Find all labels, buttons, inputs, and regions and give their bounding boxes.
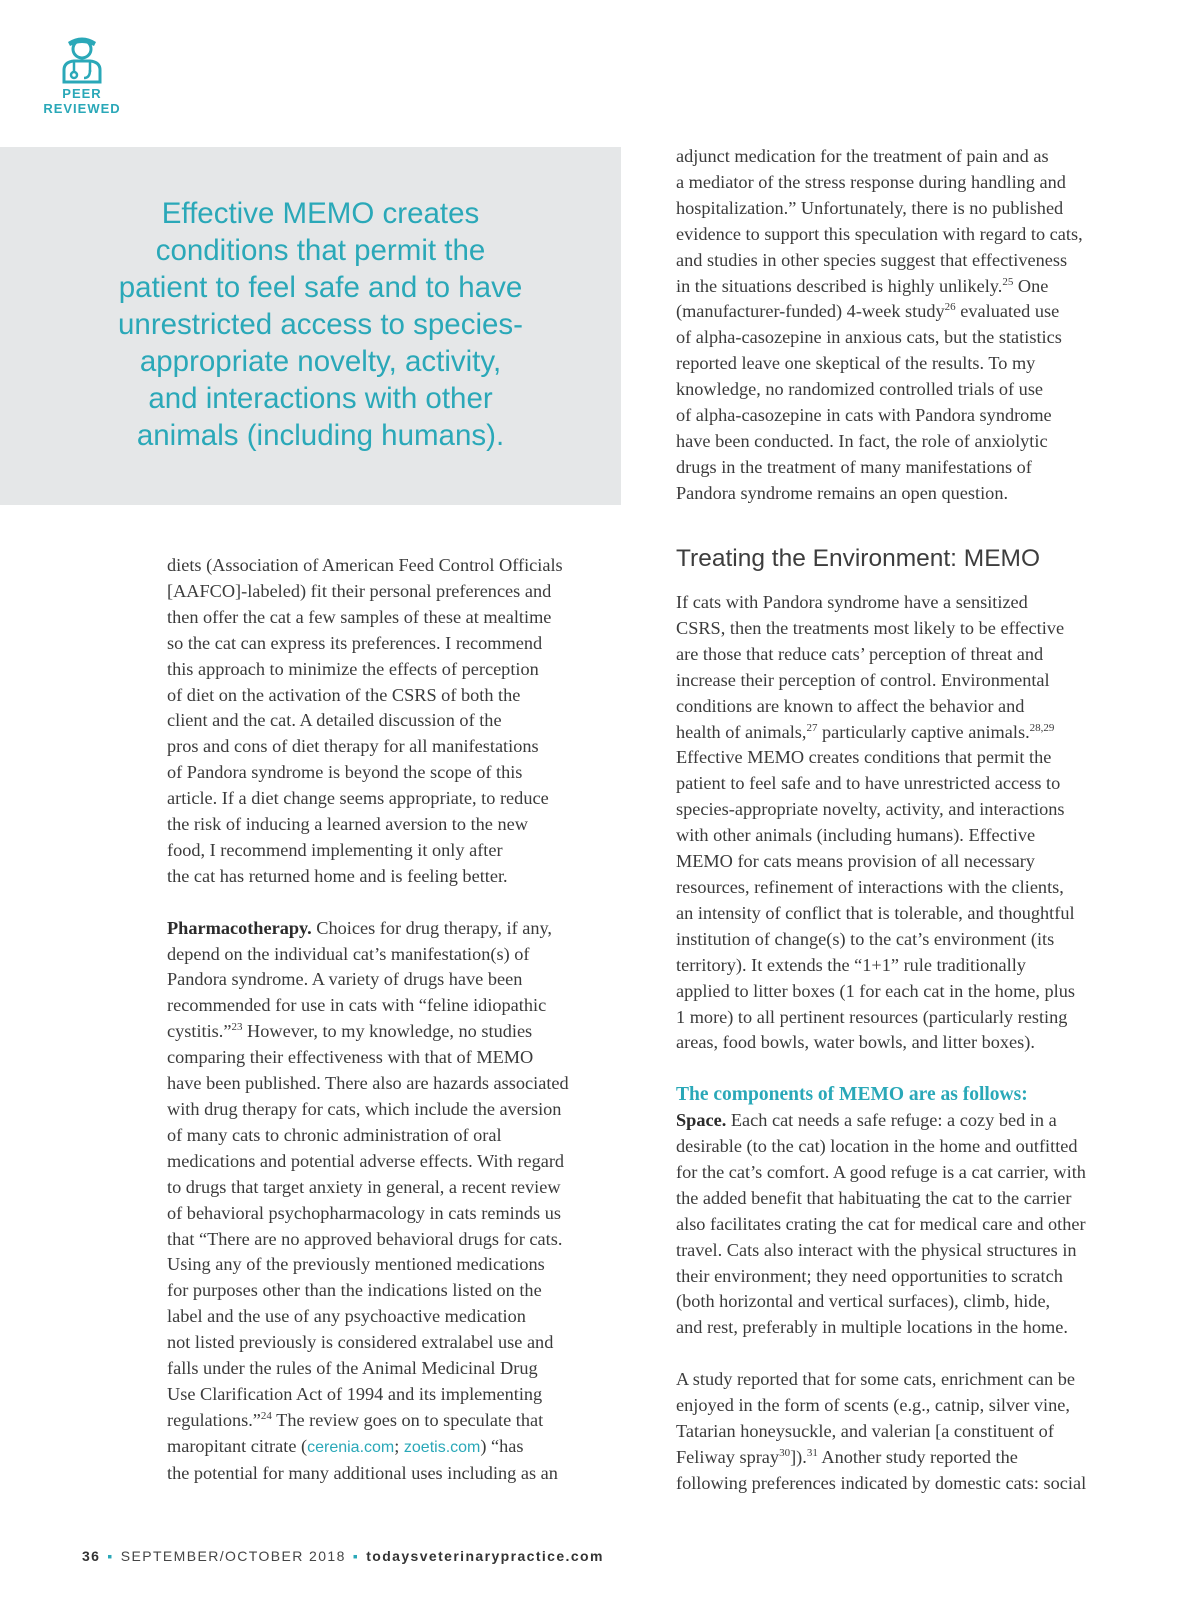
reference-26: 26 xyxy=(944,301,956,314)
text-line: this approach to minimize the effects of perception xyxy=(167,658,539,679)
pharmacotherapy-heading: Pharmacotherapy. xyxy=(167,917,312,938)
text-line: food, I recommend implementing it only after xyxy=(167,839,503,860)
pull-quote-line: animals (including humans). xyxy=(136,419,505,452)
text-line: with drug therapy for cats, which include the aversion xyxy=(167,1099,562,1120)
text-line: an intensity of conflict that is tolerable, and thoughtful xyxy=(676,902,1075,923)
text-line: desirable (to the cat) location in the home and outfitted xyxy=(676,1136,1078,1157)
pull-quote xyxy=(0,147,621,505)
right-column xyxy=(676,590,1146,1497)
text-line: cystitis.”$^{23}$ However, to my knowledge, no studies xyxy=(167,1021,533,1042)
text-line: recommended for use in cats with “feline idiopathic xyxy=(167,995,547,1016)
text-line: article. If a diet change seems appropriate, to reduce xyxy=(167,788,549,809)
text-line: for purposes other than the indications listed on the xyxy=(167,1280,542,1301)
text-line: Feliway spray$^{30}$]).$^{31}$ Another study reported the xyxy=(676,1446,1018,1467)
text-line: following preferences indicated by domestic cats: social xyxy=(676,1472,1087,1493)
peer-reviewed-badge xyxy=(40,36,124,116)
text-line: the risk of inducing a learned aversion to the new xyxy=(167,814,528,835)
right-column-top xyxy=(676,144,1146,507)
text-line: CSRS, then the treatments most likely to be effective xyxy=(676,617,1065,638)
text-line: medications and potential adverse effects. With regard xyxy=(167,1150,565,1171)
text-line: [AAFCO]-labeled) fit their personal preferences and xyxy=(167,580,552,601)
text-line: evidence to support this speculation with regard to cats, xyxy=(676,223,1083,244)
text-line: territory). It extends the “1+1” rule traditionally xyxy=(676,954,1026,975)
text-line: (both horizontal and vertical surfaces), climb, hide, xyxy=(676,1291,1051,1312)
text-line: of many cats to chronic administration of oral xyxy=(167,1124,502,1145)
text-line: and studies in other species suggest that effectiveness xyxy=(676,249,1068,270)
text-line: then offer the cat a few samples of these at mealtime xyxy=(167,606,552,627)
text-line: Pandora syndrome remains an open question. xyxy=(676,482,1009,503)
doctor-icon xyxy=(60,36,104,84)
text-line: hospitalization.” Unfortunately, there is no published xyxy=(676,197,1064,218)
text-line: depend on the individual cat’s manifestation(s) of xyxy=(167,943,530,964)
text-line: travel. Cats also interact with the physical structures in xyxy=(676,1239,1077,1260)
text-line: the cat has returned home and is feeling better. xyxy=(167,865,508,886)
pull-quote-line: patient to feel safe and to have xyxy=(118,271,523,304)
reference-30: 30 xyxy=(779,1446,791,1459)
text-line: not listed previously is considered extralabel use and xyxy=(167,1332,554,1353)
text-line: maropitant citrate (cerenia.com; zoetis.com) “has xyxy=(167,1435,524,1456)
cerenia-link[interactable]: cerenia.com xyxy=(307,1438,395,1456)
text-line: with other animals (including humans). Effective xyxy=(676,825,1036,846)
text-line: MEMO for cats means provision of all necessary xyxy=(676,851,1035,872)
text-line: Using any of the previously mentioned medications xyxy=(167,1254,545,1275)
text-line: and rest, preferably in multiple locations in the home. xyxy=(676,1317,1068,1338)
text-line: pros and cons of diet therapy for all manifestations xyxy=(167,736,539,757)
text-line: comparing their effectiveness with that of MEMO xyxy=(167,1047,534,1068)
text-line: knowledge, no randomized controlled trials of use xyxy=(676,379,1044,400)
text-line: falls under the rules of the Animal Medicinal Drug xyxy=(167,1358,538,1379)
text-line: that “There are no approved behavioral drugs for cats. xyxy=(167,1228,563,1249)
text-line: 1 more) to all pertinent resources (particularly resting xyxy=(676,1006,1068,1027)
text-line: reported leave one skeptical of the results. To my xyxy=(676,353,1036,374)
text-line: are those that reduce cats’ perception of threat and xyxy=(676,643,1044,664)
text-line: health of animals,$^{27}$ particularly captive animals.$^{28,29}$ xyxy=(676,721,1055,742)
pull-quote-line: conditions that permit the xyxy=(155,234,486,267)
section-heading: Treating the Environment: MEMO xyxy=(676,545,1041,572)
text-line: regulations.”$^{24}$ The review goes on to speculate that xyxy=(167,1409,544,1430)
text-line: in the situations described is highly unlikely.$^{25}$ One xyxy=(676,275,1049,296)
text-line: A study reported that for some cats, enrichment can be xyxy=(676,1369,1076,1390)
text-line: label and the use of any psychoactive medication xyxy=(167,1306,526,1327)
text-line: adjunct medication for the treatment of pain and as xyxy=(676,146,1049,166)
text-line: increase their perception of control. Environmental xyxy=(676,669,1050,690)
text-line: Tatarian honeysuckle, and valerian [a constituent of xyxy=(676,1420,1054,1441)
text-line: Space. Each cat needs a safe refuge: a cozy bed in a xyxy=(676,1110,1057,1131)
pull-quote-line: unrestricted access to species- xyxy=(118,308,523,341)
text-line: for the cat’s comfort. A good refuge is a cat carrier, with xyxy=(676,1161,1086,1182)
text-line: so the cat can express its preferences. I recommend xyxy=(167,632,543,653)
site-link[interactable]: todaysveterinarypractice.com xyxy=(366,1548,604,1564)
badge-text: PEER REVIEWED xyxy=(43,86,121,116)
pull-quote-line: Effective MEMO creates xyxy=(161,197,480,230)
text-line: have been conducted. In fact, the role of anxiolytic xyxy=(676,430,1048,451)
separator-icon: ▪ xyxy=(107,1548,114,1564)
page-number: 36 xyxy=(82,1548,101,1564)
zoetis-link[interactable]: zoetis.com xyxy=(403,1438,481,1456)
text-line: areas, food bowls, water bowls, and litter boxes). xyxy=(676,1032,1035,1053)
text-line: of diet on the activation of the CSRS of both the xyxy=(167,684,521,705)
text-line: diets (Association of American Feed Control Officials xyxy=(167,555,563,575)
text-line: conditions are known to affect the behavior and xyxy=(676,695,1025,716)
pull-quote-line: appropriate novelty, activity, xyxy=(139,345,502,378)
text-line: have been published. There also are hazards associated xyxy=(167,1073,569,1094)
text-line: of alpha-casozepine in cats with Pandora syndrome xyxy=(676,405,1052,426)
text-line: species-appropriate novelty, activity, and interactions xyxy=(676,799,1065,820)
components-heading: The components of MEMO are as follows: xyxy=(676,1084,1028,1106)
left-column xyxy=(167,553,612,1487)
text-line: (manufacturer-funded) 4-week study$^{26}$ evaluated use xyxy=(676,301,1060,322)
text-line: enjoyed in the form of scents (e.g., catnip, silver vine, xyxy=(676,1395,1070,1416)
text-line: the potential for many additional uses including as an xyxy=(167,1462,558,1483)
reference-31: 31 xyxy=(806,1446,818,1459)
text-line: resources, refinement of interactions with the clients, xyxy=(676,876,1064,897)
text-line: the added benefit that habituating the cat to the carrier xyxy=(676,1187,1072,1208)
separator-icon: ▪ xyxy=(352,1548,360,1564)
text-line: Use Clarification Act of 1994 and its implementing xyxy=(167,1383,543,1404)
page-footer xyxy=(82,1548,604,1564)
reference-24: 24 xyxy=(260,1409,272,1422)
reference-25: 25 xyxy=(1002,275,1014,288)
text-line: of alpha-casozepine in anxious cats, but the statistics xyxy=(676,327,1062,348)
pull-quote-line: and interactions with other xyxy=(148,382,493,415)
text-line: patient to feel safe and to have unrestricted access to xyxy=(676,773,1061,794)
space-heading: Space. xyxy=(676,1110,727,1131)
text-line: drugs in the treatment of many manifestations of xyxy=(676,456,1032,477)
text-line: of Pandora syndrome is beyond the scope of this xyxy=(167,762,523,783)
text-line: Effective MEMO creates conditions that permit the xyxy=(676,747,1052,768)
issue-date: SEPTEMBER/OCTOBER 2018 xyxy=(120,1548,346,1564)
text-line: also facilitates crating the cat for medical care and other xyxy=(676,1213,1086,1234)
reference-27: 27 xyxy=(806,721,818,734)
text-line: institution of change(s) to the cat’s environment (its xyxy=(676,928,1055,949)
text-line: to drugs that target anxiety in general, a recent review xyxy=(167,1176,561,1197)
text-line: If cats with Pandora syndrome have a sensitized xyxy=(676,592,1028,612)
text-line: their environment; they need opportunities to scratch xyxy=(676,1265,1063,1286)
text-line: client and the cat. A detailed discussion of the xyxy=(167,710,502,731)
text-line: Pharmacotherapy. Choices for drug therapy, if any, xyxy=(167,917,553,938)
reference-23: 23 xyxy=(231,1021,243,1034)
text-line: applied to litter boxes (1 for each cat in the home, plus xyxy=(676,980,1076,1001)
text-line: Pandora syndrome. A variety of drugs have been xyxy=(167,969,523,990)
reference-28-29: 28,29 xyxy=(1029,721,1055,734)
text-line: of behavioral psychopharmacology in cats reminds us xyxy=(167,1202,561,1223)
text-line: a mediator of the stress response during handling and xyxy=(676,171,1066,192)
